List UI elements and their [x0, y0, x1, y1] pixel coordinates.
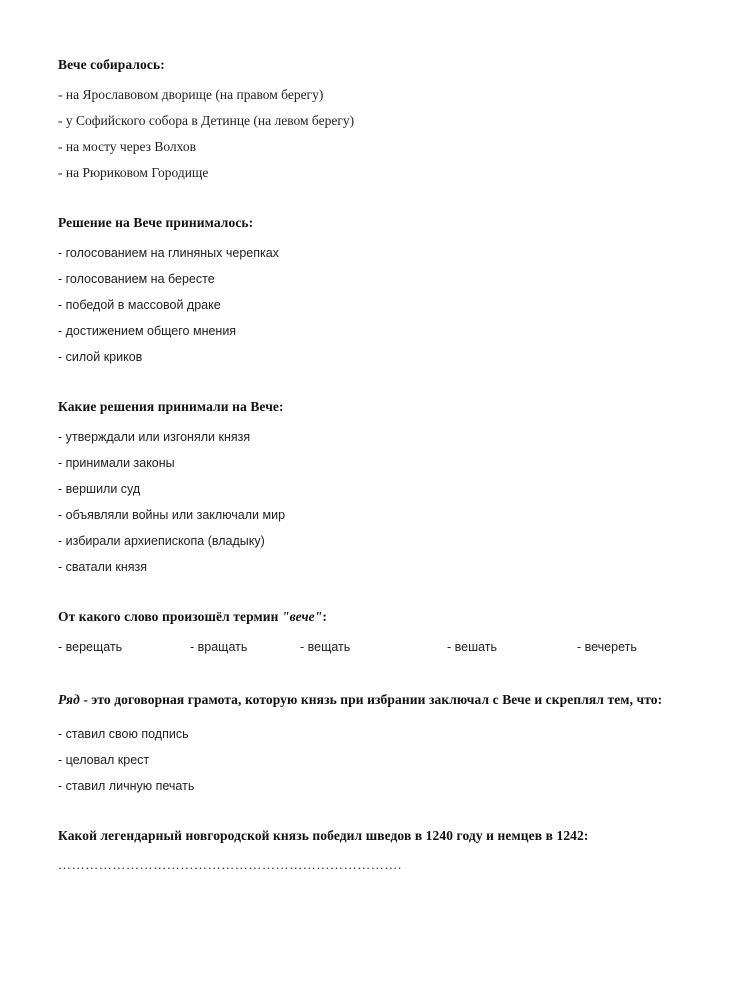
- heading-text: - это договорная грамота, которую князь при избрании заключал с Вече и скреплял тем, что:: [79, 692, 663, 707]
- answer-blank-line[interactable]: ………………………………………………………………….: [58, 857, 402, 872]
- section-proishozhdenie-termina: [58, 604, 678, 660]
- list-item: - ставил свою подпись: [58, 727, 189, 741]
- section-heading: [58, 604, 678, 630]
- heading-emphasis: Ряд: [58, 692, 80, 707]
- document-content: [58, 52, 678, 890]
- section-heading: Вече собиралось:: [58, 57, 165, 72]
- section-veche-sobiralos: [58, 52, 678, 186]
- list-item: - сватали князя: [58, 560, 147, 574]
- list-item: - победой в массовой драке: [58, 298, 221, 312]
- heading-text-before: От какого слово произошёл термин: [58, 609, 283, 624]
- answer-option[interactable]: - вешать: [447, 640, 498, 654]
- list-item: - объявляли войны или заключали мир: [58, 508, 286, 522]
- answer-option-row: [58, 634, 678, 660]
- list-item: - на Ярославовом дворище (на правом берегу): [58, 87, 324, 102]
- section-reshenie-prinimalos: [58, 210, 678, 370]
- heading-emphasis: "вече": [282, 609, 323, 624]
- list-item: - на Рюриковом Городище: [58, 165, 209, 180]
- answer-option[interactable]: - вращать: [190, 640, 248, 654]
- list-item: - голосованием на бересте: [58, 272, 215, 286]
- section-kakie-resheniya: [58, 394, 678, 580]
- heading-text-after: :: [322, 609, 327, 624]
- section-heading: Какой легендарный новгородской князь победил шведов в 1240 году и немцев в 1242:: [58, 828, 589, 843]
- section-heading: Какие решения принимали на Вече:: [58, 399, 284, 414]
- list-item: - целовал крест: [58, 753, 150, 767]
- list-item: - избирали архиепископа (владыку): [58, 534, 265, 548]
- list-item: - у Софийского собора в Детинце (на левом берегу): [58, 113, 355, 128]
- list-item: - принимали законы: [58, 456, 175, 470]
- list-item: - голосованием на глиняных черепках: [58, 246, 279, 260]
- list-item: - ставил личную печать: [58, 779, 195, 793]
- section-heading: [58, 684, 676, 715]
- list-item: - вершили суд: [58, 482, 141, 496]
- section-ryad-gramota: [58, 684, 678, 799]
- section-legendarnyy-knyaz: [58, 823, 678, 877]
- section-heading: Решение на Вече принималось:: [58, 215, 254, 230]
- answer-option[interactable]: - вечереть: [577, 640, 637, 654]
- list-item: - утверждали или изгоняли князя: [58, 430, 251, 444]
- list-item: - на мосту через Волхов: [58, 139, 196, 154]
- answer-option[interactable]: - верещать: [58, 640, 123, 654]
- list-item: - силой криков: [58, 350, 143, 364]
- answer-option[interactable]: - вещать: [300, 640, 351, 654]
- list-item: - достижением общего мнения: [58, 324, 237, 338]
